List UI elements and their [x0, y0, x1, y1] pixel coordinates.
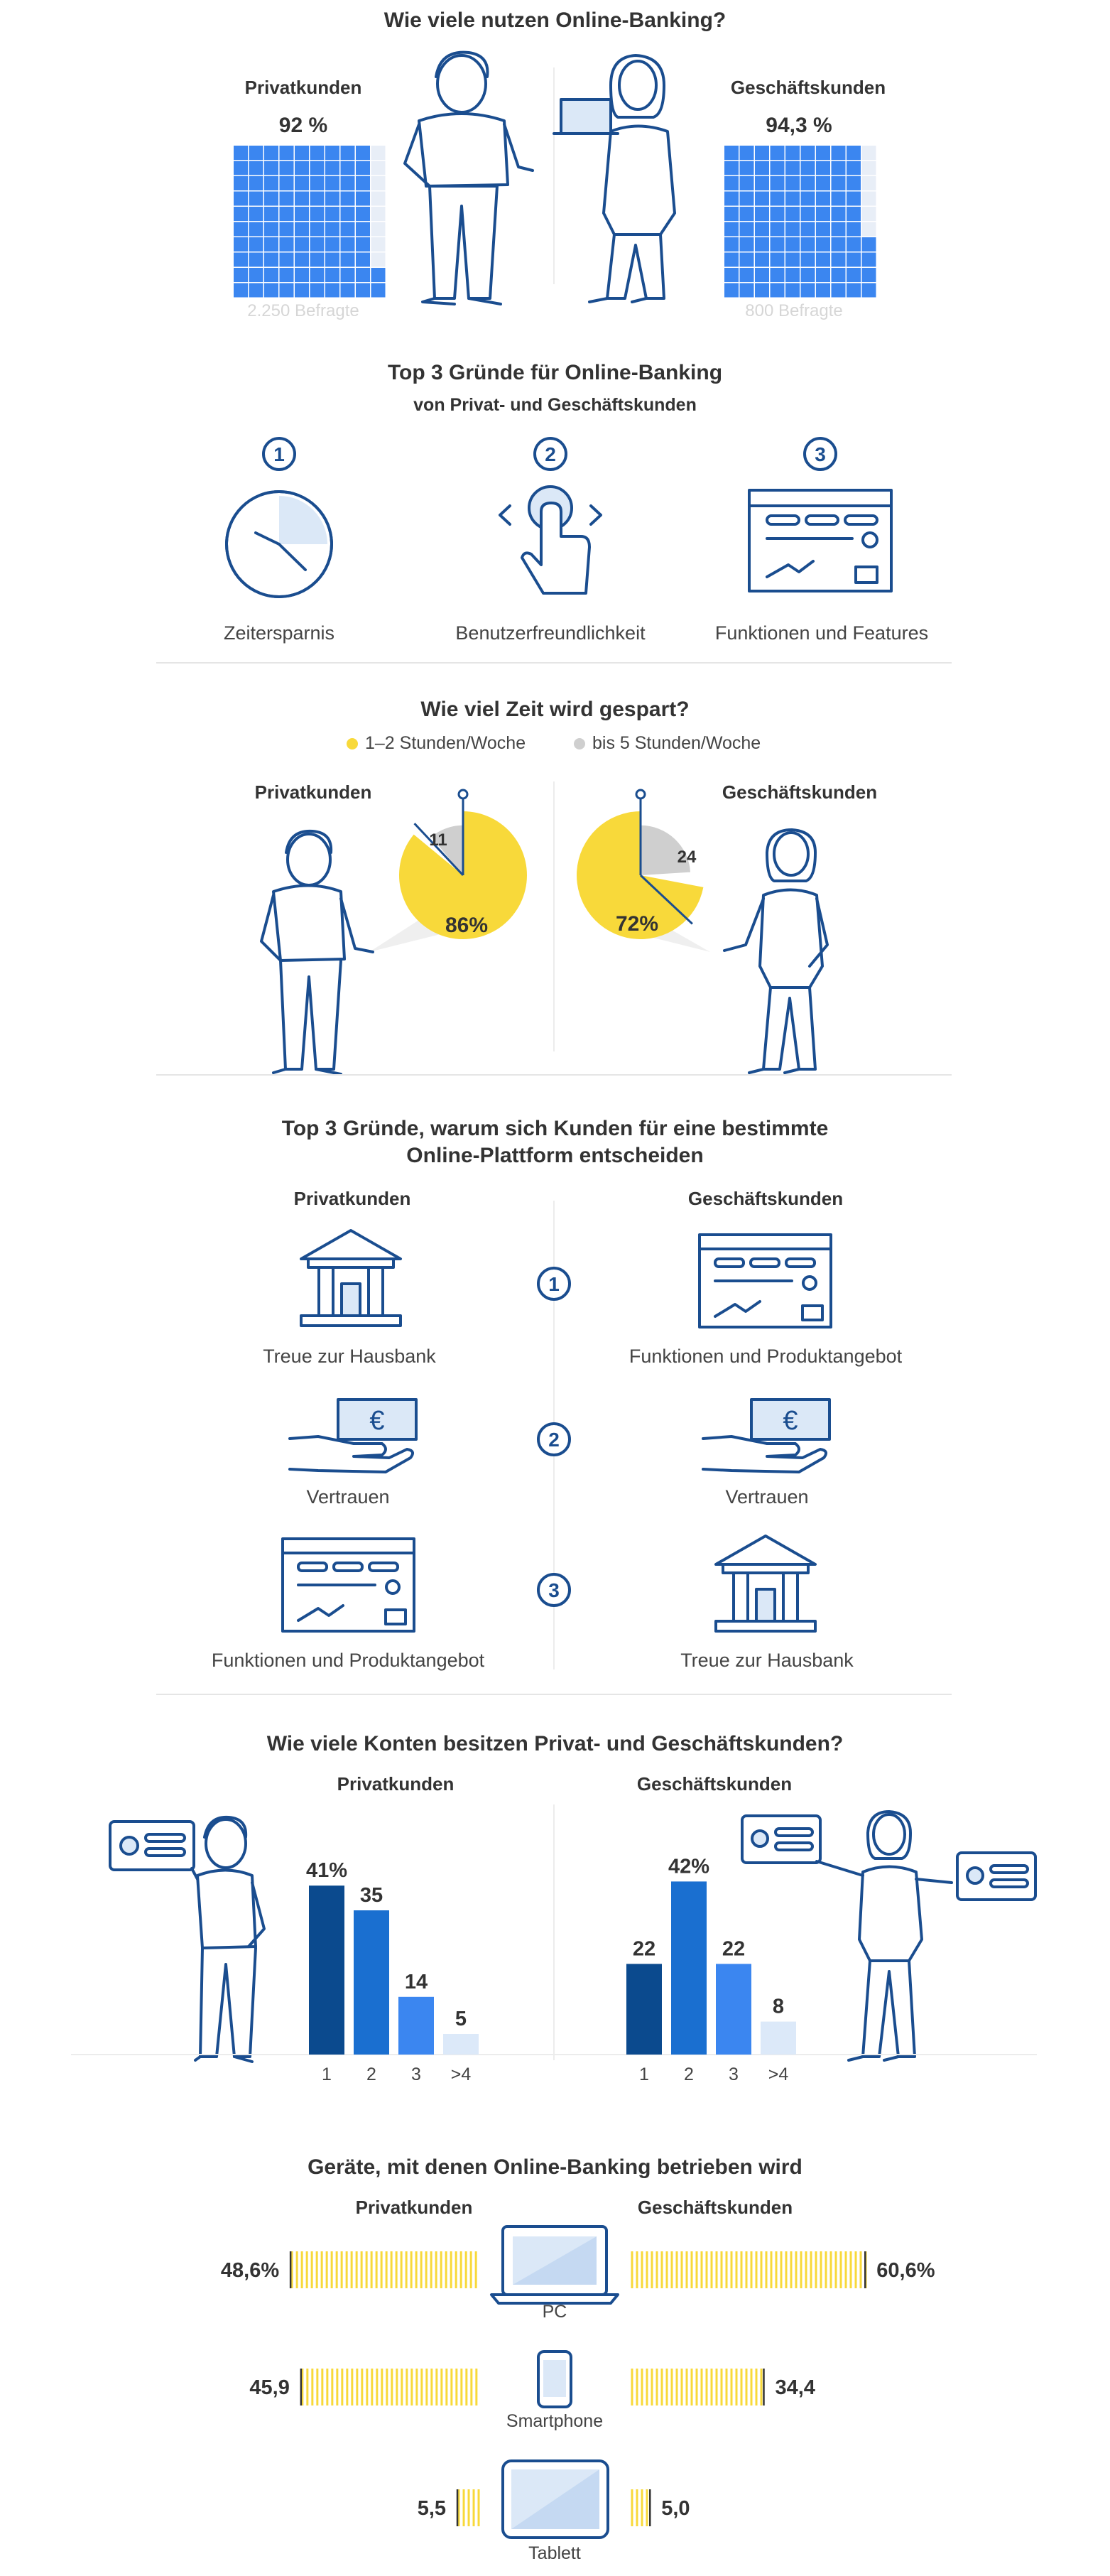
s4-geschaeft-reason-2: Vertrauen — [725, 1486, 809, 1508]
browser-window-icon — [283, 1539, 414, 1631]
number-badge-3 — [538, 1574, 570, 1606]
s4-icons — [0, 1194, 1110, 1691]
bar-category-label: 2 — [684, 2064, 694, 2084]
s1-title: Wie viele nutzen Online-Banking? — [383, 9, 727, 32]
hbar — [301, 2369, 477, 2405]
hbar-series-geschaeft — [632, 2251, 935, 2526]
svg-text:3: 3 — [815, 443, 826, 465]
bar — [398, 1997, 434, 2055]
s2-reason-2: Benutzerfreundlichkeit — [455, 622, 646, 644]
hbar-value-label: 34,4 — [775, 2376, 815, 2399]
bar-value-label: 41% — [305, 1859, 348, 1883]
hbar — [290, 2251, 476, 2288]
bar-category-label: 3 — [411, 2064, 421, 2084]
divider — [156, 1074, 952, 1076]
s3-privat-label: Privatkunden — [254, 781, 372, 803]
bar — [761, 2022, 796, 2055]
number-badge-1 — [263, 438, 295, 470]
s4-privat-reason-2: Vertrauen — [306, 1486, 390, 1508]
pie-label-yellow: 86% — [445, 914, 489, 937]
s2-reason-1: Zeitersparnis — [223, 622, 335, 644]
bank-icon — [301, 1230, 401, 1326]
man-illustration — [405, 53, 533, 304]
hbar-value-label: 45,9 — [249, 2376, 290, 2399]
hand-euro-icon — [703, 1400, 829, 1472]
bar — [443, 2034, 479, 2055]
hbar-value-label: 5,0 — [661, 2497, 690, 2520]
s4-title-line1: Top 3 Gründe, warum sich Kunden für eine bestimmte — [281, 1117, 829, 1140]
hbar — [632, 2369, 763, 2405]
s2-icons — [0, 412, 1110, 710]
svg-text:1: 1 — [548, 1273, 560, 1295]
s5-title: Wie viele Konten besitzen Privat- und Geschäftskunden? — [266, 1732, 844, 1755]
hbar-value-label: 5,5 — [417, 2497, 447, 2520]
s1-privat-label: Privatkunden — [244, 77, 362, 98]
bar-category-label: >4 — [450, 2064, 472, 2084]
s1-illustrations — [0, 0, 1110, 313]
touch-hand-icon — [500, 487, 601, 593]
s4-geschaeft-label: Geschäftskunden — [687, 1188, 844, 1209]
bar-category-label: 1 — [322, 2064, 332, 2084]
bar-value-label: 8 — [772, 1995, 785, 2018]
pie-privat — [399, 790, 527, 939]
bar — [309, 1885, 344, 2055]
s3-legend-2: bis 5 Stunden/Woche — [574, 733, 761, 754]
browser-window-icon — [700, 1235, 831, 1327]
s1-privat-respondents: 2.250 Befragte — [247, 301, 359, 320]
devices-bar-chart — [0, 2202, 1110, 2572]
clock-icon — [227, 492, 332, 597]
accounts-bar-chart — [0, 1790, 1110, 2103]
bar-category-label: >4 — [768, 2064, 789, 2084]
s2-title: Top 3 Gründe für Online-Banking — [387, 361, 723, 384]
s1-geschaeft-label: Geschäftskunden — [730, 77, 886, 98]
bar — [716, 1964, 751, 2055]
pie-label-yellow: 72% — [615, 912, 659, 936]
hbar-value-label: 48,6% — [220, 2259, 280, 2282]
bar-value-label: 14 — [404, 1970, 428, 1993]
clock-hand-knob — [636, 790, 645, 799]
number-badge-2 — [535, 438, 566, 470]
svg-text:€: € — [783, 1406, 798, 1436]
pie-geschaeft — [577, 790, 703, 939]
number-badge-1 — [538, 1268, 570, 1299]
s1-privat-pct: 92 % — [278, 114, 328, 137]
s6-privat-label: Privatkunden — [355, 2197, 473, 2218]
hand-euro-icon — [290, 1400, 416, 1472]
s2-subtitle: von Privat- und Geschäftskunden — [413, 395, 697, 415]
s4-geschaeft-reason-1: Funktionen und Produktangebot — [629, 1346, 903, 1367]
svg-text:€: € — [369, 1406, 385, 1436]
svg-text:3: 3 — [548, 1579, 560, 1601]
pie-label-grey: 24 — [677, 848, 697, 867]
pie-label-grey: 11 — [429, 830, 447, 850]
bar-value-label: 5 — [455, 2008, 467, 2030]
s5-geschaeft-label: Geschäftskunden — [636, 1773, 793, 1795]
bar-value-label: 42% — [668, 1855, 710, 1878]
woman-illustration — [554, 55, 675, 302]
s1-geschaeft-pct: 94,3 % — [766, 114, 832, 137]
number-badge-3 — [805, 438, 836, 470]
bar — [354, 1910, 389, 2055]
bar-series-geschaeft — [626, 1855, 796, 2084]
s5-privat-label: Privatkunden — [337, 1773, 455, 1795]
legend-swatch-grey — [574, 738, 585, 749]
device-label-smartphone: Smartphone — [506, 2411, 604, 2431]
clock-hand-knob — [459, 790, 467, 799]
pie-charts — [0, 753, 1110, 1080]
s6-title: Geräte, mit denen Online-Banking betrieben wird — [308, 2155, 802, 2179]
bank-icon — [716, 1536, 815, 1631]
s4-privat-reason-3: Funktionen und Produktangebot — [211, 1650, 485, 1671]
divider — [156, 662, 952, 664]
s3-geschaeft-label: Geschäftskunden — [722, 781, 878, 803]
s4-geschaeft-reason-3: Treue zur Hausbank — [680, 1650, 854, 1671]
bar-value-label: 22 — [722, 1937, 746, 1961]
s2-reason-3: Funktionen und Features — [714, 622, 929, 644]
svg-text:2: 2 — [548, 1429, 560, 1451]
bar-category-label: 1 — [639, 2064, 649, 2084]
hbar-value-label: 60,6% — [876, 2259, 935, 2282]
s1-geschaeft-respondents: 800 Befragte — [745, 301, 843, 320]
hbar — [457, 2489, 479, 2526]
bar-value-label: 35 — [359, 1884, 383, 1907]
number-badge-2 — [538, 1424, 570, 1455]
s4-privat-label: Privatkunden — [293, 1188, 411, 1209]
bar-value-label: 22 — [632, 1937, 656, 1961]
s3-title: Wie viel Zeit wird gespart? — [420, 698, 690, 721]
bar-series-privat — [306, 1859, 479, 2084]
bar — [671, 1881, 707, 2055]
s4-title-line2: Online-Plattform entscheiden — [406, 1144, 704, 1167]
svg-text:1: 1 — [273, 443, 285, 465]
device-label-tablet: Tablett — [528, 2543, 581, 2563]
s3-legend-1: 1–2 Stunden/Woche — [347, 733, 526, 754]
divider — [156, 1694, 952, 1695]
bar-category-label: 2 — [366, 2064, 376, 2084]
bar — [626, 1964, 662, 2055]
legend-swatch-yellow — [347, 738, 358, 749]
svg-text:2: 2 — [545, 443, 556, 465]
s4-privat-reason-1: Treue zur Hausbank — [263, 1346, 436, 1367]
bar-category-label: 3 — [729, 2064, 739, 2084]
hbar-series-privat — [221, 2251, 479, 2526]
hbar — [632, 2251, 866, 2288]
device-label-pc: PC — [542, 2302, 567, 2322]
browser-window-icon — [749, 490, 891, 591]
hbar — [632, 2489, 650, 2526]
s6-geschaeft-label: Geschäftskunden — [637, 2197, 793, 2218]
